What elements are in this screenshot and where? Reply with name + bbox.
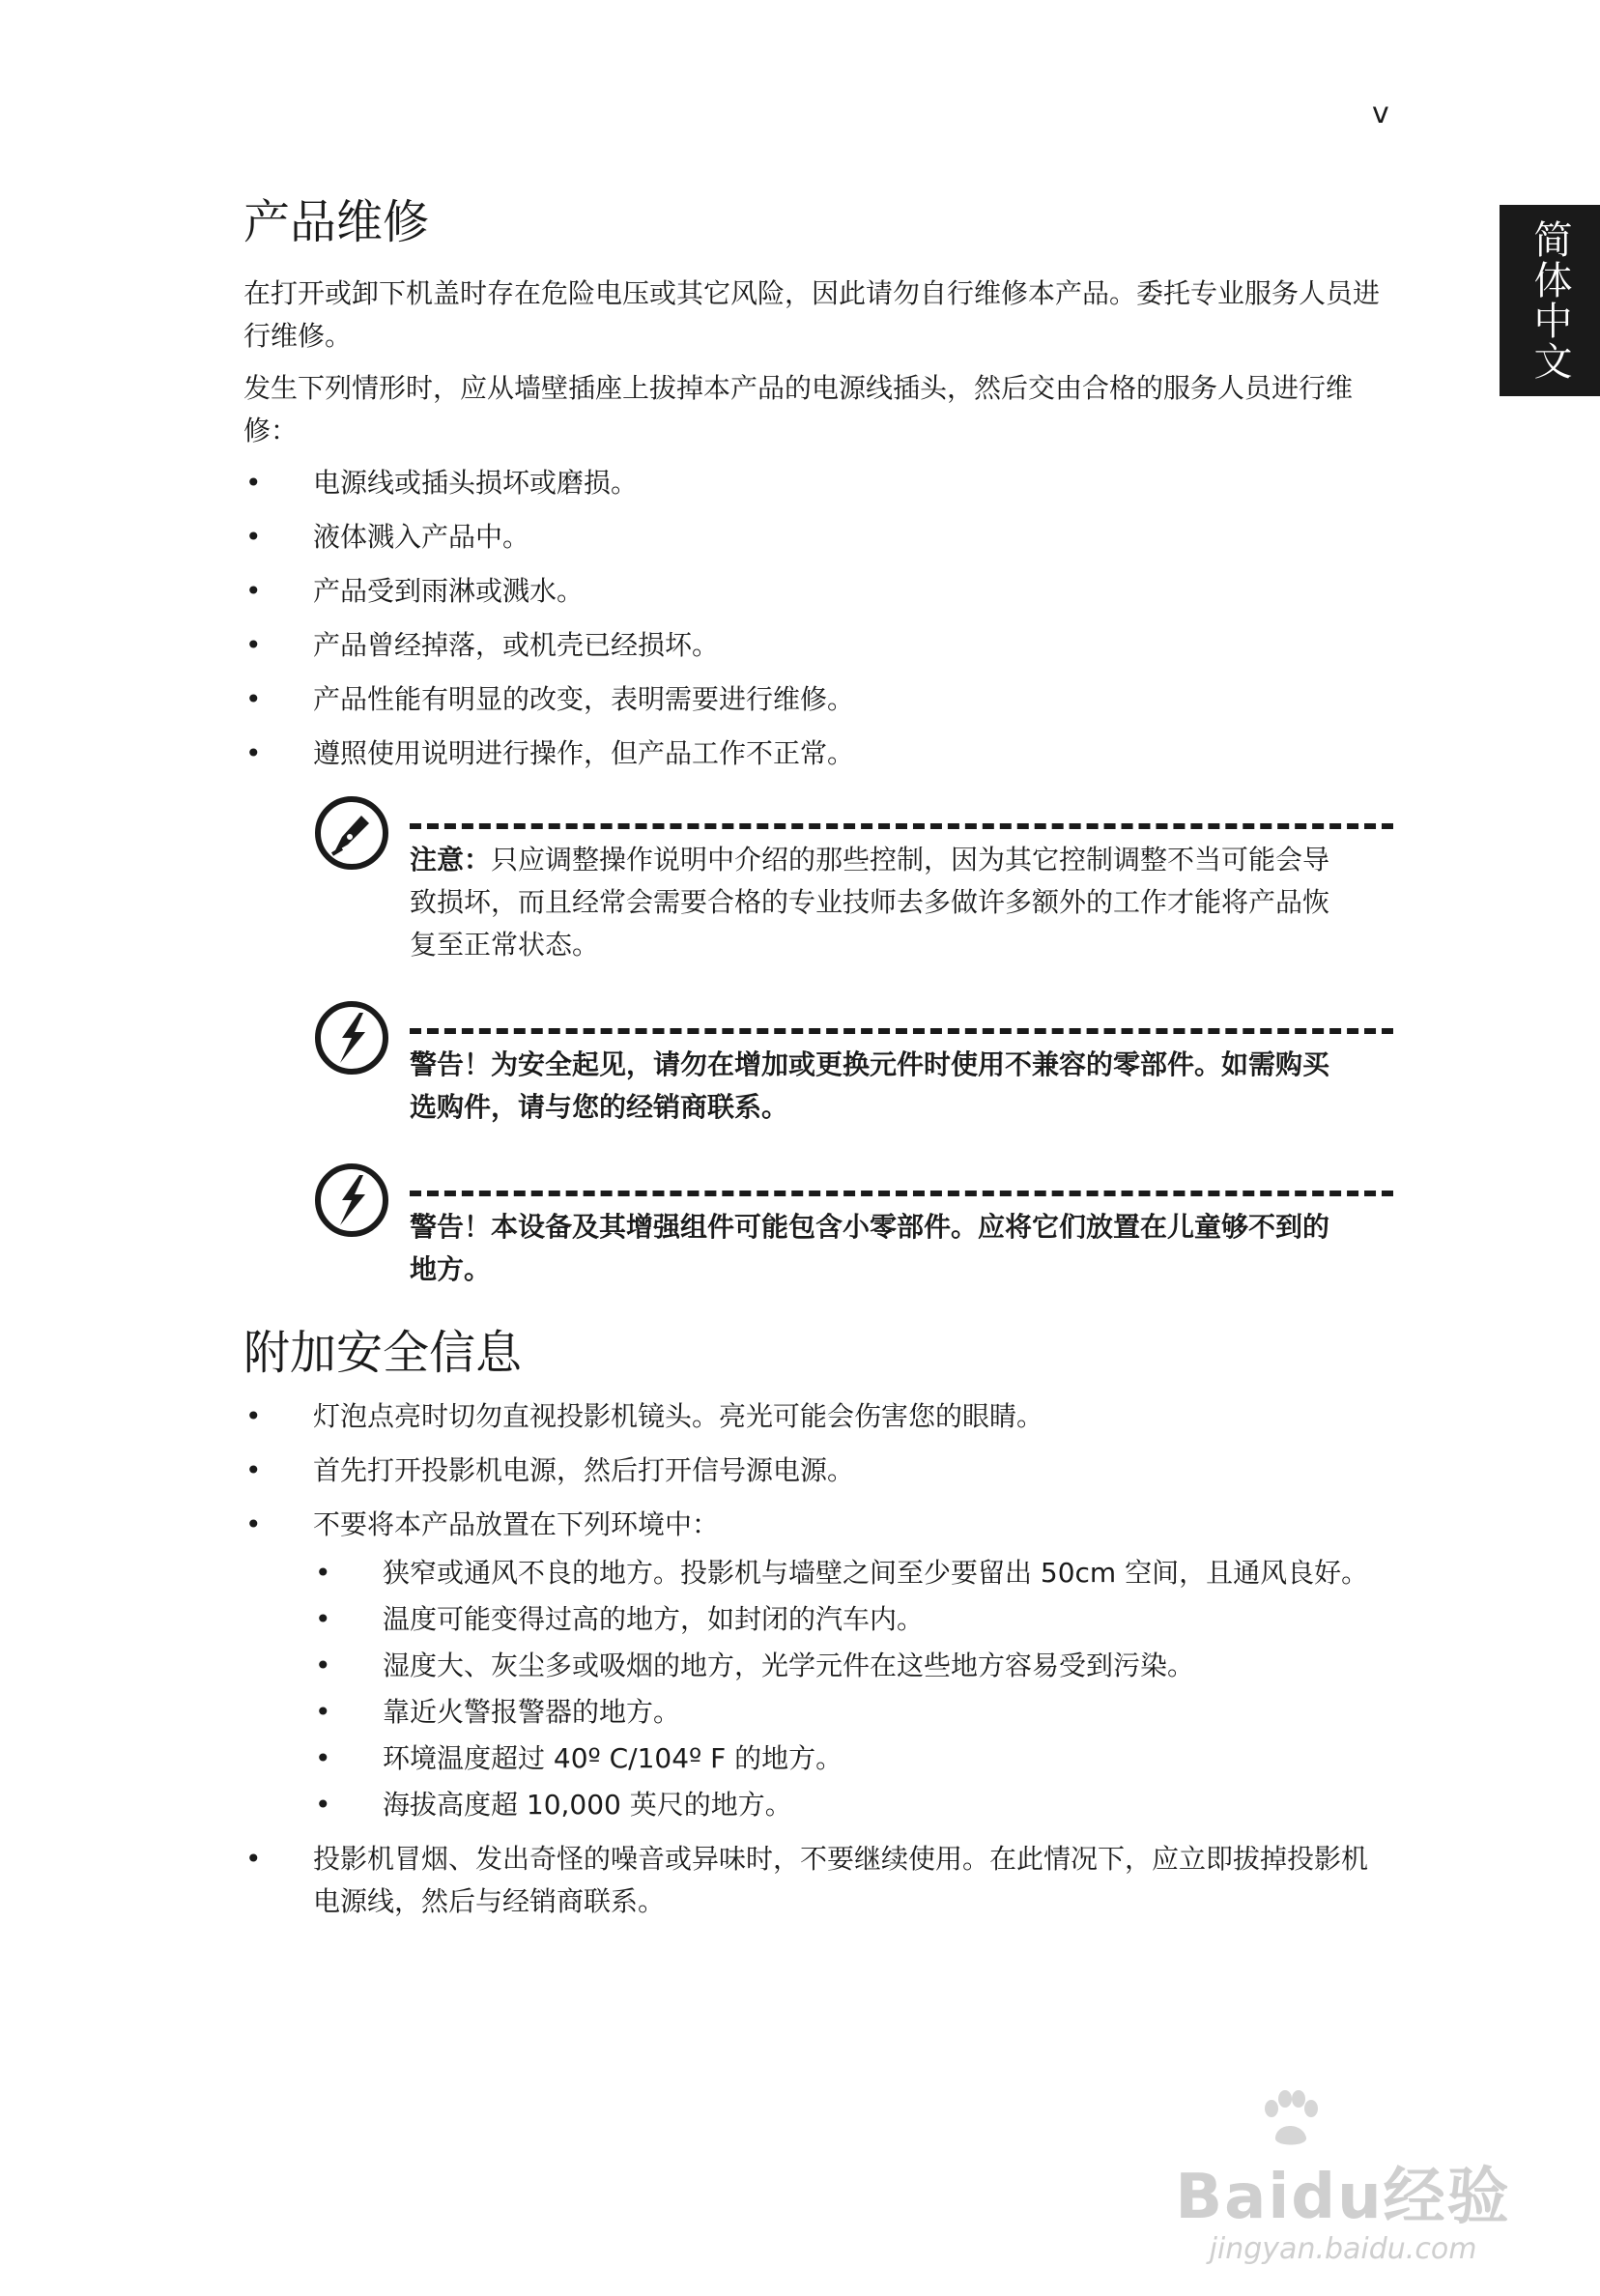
list-item-text: 不要将本产品放置在下列环境中： xyxy=(313,1508,720,1540)
language-tab-label: 简体中文 xyxy=(1528,219,1572,382)
warning-lightning-icon xyxy=(313,1162,390,1239)
notice-divider xyxy=(410,1191,1393,1196)
sub-list-item: • 温度可能变得过高的地方，如封闭的汽车内。 xyxy=(313,1598,1393,1641)
warning-text: 警告！本设备及其增强组件可能包含小零部件。应将它们放置在儿童够不到的地方。 xyxy=(410,1211,1330,1285)
section-title-additional-safety: 附加安全信息 xyxy=(243,1326,523,1380)
paragraph: 在打开或卸下机盖时存在危险电压或其它风险，因此请勿自行维修本产品。委托专业服务人员进行维修。 xyxy=(243,277,1381,352)
section-title-product-service: 产品维修 xyxy=(243,195,430,249)
note-callout xyxy=(313,794,1393,966)
list-item: • 产品曾经掉落，或机壳已经损坏。 xyxy=(243,624,1393,667)
note-text xyxy=(313,794,1393,966)
warning-text: 警告！为安全起见，请勿在增加或更换元件时使用不兼容的零部件。如需购买选购件，请与您的经销商联系。 xyxy=(410,1048,1330,1123)
sub-list-item: • 环境温度超过 40º C/104º F 的地方。 xyxy=(313,1737,1393,1780)
list-item: • 遵照使用说明进行操作，但产品工作不正常。 xyxy=(243,732,1393,775)
note-label: 注意： xyxy=(410,844,492,875)
paw-icon xyxy=(1256,2087,1324,2155)
environment-sub-list xyxy=(313,1552,1393,1826)
paragraph: 发生下列情形时，应从墙壁插座上拔掉本产品的电源线插头，然后交由合格的服务人员进行维修： xyxy=(243,372,1354,446)
sub-list-item: • 靠近火警报警器的地方。 xyxy=(313,1691,1393,1734)
notice-divider xyxy=(410,823,1393,829)
watermark-url: jingyan.baidu.com xyxy=(1209,2232,1477,2266)
list-item: • 产品受到雨淋或溅水。 xyxy=(243,570,1393,613)
page-number: v xyxy=(1372,97,1389,130)
list-item: • 电源线或插头损坏或磨损。 xyxy=(243,462,1393,504)
list-item: • 灯泡点亮时切勿直视投影机镜头。亮光可能会伤害您的眼睛。 xyxy=(243,1395,1393,1438)
sub-list-item: • 海拔高度超 10,000 英尺的地方。 xyxy=(313,1784,1393,1826)
sub-list-item: • 狭窄或通风不良的地方。投影机与墙壁之间至少要留出 50cm 空间，且通风良好。 xyxy=(313,1552,1393,1594)
warning-callout xyxy=(313,1162,1393,1291)
notice-divider xyxy=(410,1028,1393,1034)
list-item: • 投影机冒烟、发出奇怪的噪音或异味时，不要继续使用。在此情况下，应立即拔掉投影机电源线，然后与经销商联系。 xyxy=(243,1838,1393,1923)
additional-safety-list xyxy=(243,1395,1393,1923)
warning-lightning-icon xyxy=(313,999,390,1076)
note-body: 只应调整操作说明中介绍的那些控制，因为其它控制调整不当可能会导致损坏，而且经常会需要合格的专业技师去多做许多额外的工作才能将产品恢复至正常状态。 xyxy=(410,844,1330,961)
list-item: • 首先打开投影机电源，然后打开信号源电源。 xyxy=(243,1449,1393,1492)
list-item: • 产品性能有明显的改变，表明需要进行维修。 xyxy=(243,678,1393,721)
list-item: • 液体溅入产品中。 xyxy=(243,516,1393,559)
baidu-watermark xyxy=(1140,2087,1546,2281)
language-tab xyxy=(1500,205,1600,396)
note-pen-icon xyxy=(313,794,390,872)
service-conditions-list xyxy=(243,462,1393,775)
watermark-logo: Baidu经验 xyxy=(1175,2162,1511,2233)
list-item xyxy=(243,1504,1393,1826)
sub-list-item: • 湿度大、灰尘多或吸烟的地方，光学元件在这些地方容易受到污染。 xyxy=(313,1645,1393,1687)
warning-callout xyxy=(313,999,1393,1129)
page-content xyxy=(243,193,1393,1935)
